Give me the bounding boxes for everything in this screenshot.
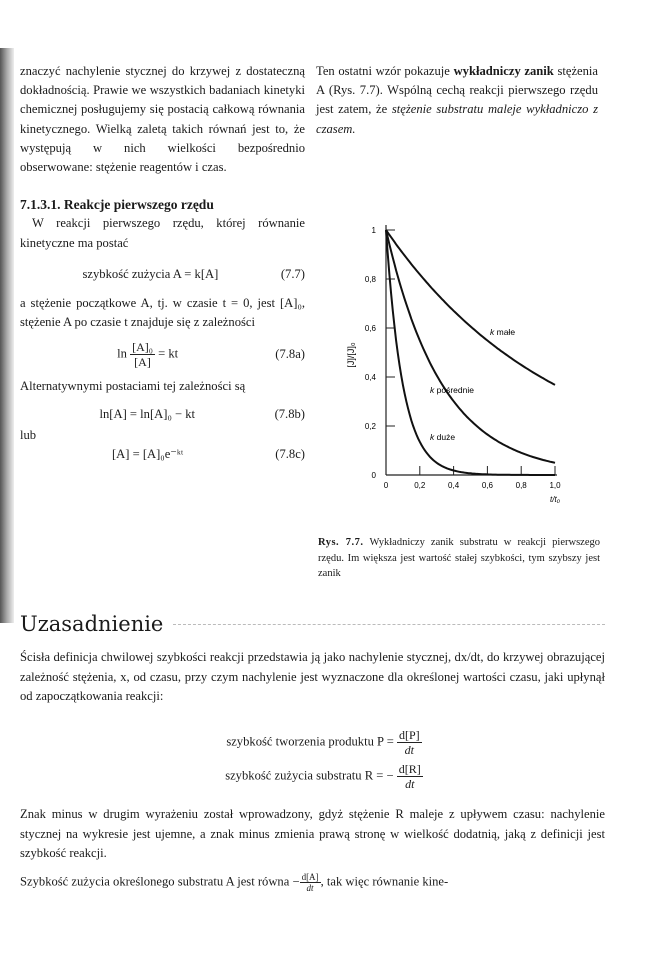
series-label-text: duże [436,432,456,442]
series-curve-1 [386,230,555,385]
equation-7-8a [20,340,305,369]
equation-7-8c [20,445,305,464]
y-tick-label: 0,2 [364,422,376,431]
equation-number: (7.7) [280,266,305,281]
italic-text: stężenie substratu maleje wykładniczo z czasem. [316,102,599,136]
denominator: dt [404,743,414,757]
k-symbol: k [430,385,437,395]
fraction [130,340,155,369]
denominator: dt [405,777,415,791]
figure-caption [318,535,600,582]
paragraph: a stężenie początkowe A, tj. w czasie t = 0, jest [A]₀, stężenie A po czasie t znajduje się z zależności [20,296,305,330]
x-tick-label: 0 [383,481,389,490]
x-tick-label: 0,8 [515,481,527,490]
fraction [300,872,321,893]
curves [386,230,555,475]
x-tick-label: 1,0 [549,481,561,490]
paragraph: znaczyć nachylenie stycznej do krzywej z dostateczną dokładnością. Prawie we wszystkich badaniach kinetyki chemicznej posługujemy się postacią całkową równania kinetycznego. Wielką zaletą takich równań jest to, że występują w nich wielkości bezpośrednio obserwowane: stężenie reagentów i czas. [20,64,305,175]
caption-label: Rys. 7.7. [318,537,364,548]
equation-body: ln[A] = ln[A]₀ − kt [99,406,196,421]
y-tick-label: 0,4 [364,373,376,382]
y-tick-label: 1 [371,226,376,235]
y-tick-label: 0,8 [364,275,376,284]
labels [346,226,561,504]
y-axis-label: [J]/[J]₀ [346,342,356,368]
equation-body [20,340,275,369]
equation-7-8b [20,405,305,424]
equation-number: (7.8c) [275,447,305,462]
equation-body: [A] = [A]₀e⁻ᵏᵗ [111,447,184,462]
paragraph: W reakcji pierwszego rzędu, której równanie kinetyczne ma postać [20,216,305,250]
axes [386,225,557,475]
formula-substrate-rate [0,762,648,791]
x-tick-label: 0,2 [414,481,426,490]
paragraph: Znak minus w drugim wyrażeniu został wprowadzony, gdyż stężenie R maleje z upływem czasu: nachylenie stycznej na wykresie jest ujemne, a znak minus zmienia prawą stronę w wielkość dodatnią, jaką z definicji jest szybkość reakcji. [20,807,605,860]
formula-lhs: szybkość tworzenia produktu P = [226,734,394,749]
text: Ten ostatni wzór pokazuje [316,64,454,78]
equation-number: (7.8a) [275,347,305,362]
decay-chart [330,215,620,515]
fraction [397,762,423,791]
numerator: d[A] [301,872,319,882]
left-column [20,62,305,472]
series-label [430,432,455,442]
k-symbol: k [430,432,437,442]
x-tick-label: 0,6 [481,481,493,490]
series-label-text: małe [496,327,516,337]
lub-text: lub [20,427,37,442]
series-label [430,385,474,395]
x-axis-label: t/t₀ [550,495,561,504]
rhs: = kt [158,346,179,361]
series-label-text: pośrednie [436,385,474,395]
scan-edge-shadow [0,48,14,623]
series-curve-3 [386,230,555,475]
series-label [490,327,515,337]
formula-product-rate [0,728,648,757]
text: , tak więc równanie kine- [320,874,449,889]
formula-lhs: szybkość zużycia substratu R = − [225,768,394,783]
y-tick-label: 0,6 [364,324,376,333]
x-tick-label: 0,4 [448,481,460,490]
equation-number: (7.8b) [274,406,305,421]
paragraph [316,62,598,139]
paragraph: Alternatywnymi postaciami tej zależności są [20,379,246,394]
caption-text: Wykładniczy zanik substratu w reakcji pierwszego rzędu. Im większa jest wartość stałej szybkości, tym szybszy jest zanik [318,537,600,579]
fraction [397,728,422,757]
numerator: d[P] [399,728,420,742]
denominator: dt [306,883,314,893]
divider [173,624,605,625]
right-column [316,62,598,139]
denominator: [A] [134,355,151,370]
section-title: Uzasadnienie [20,612,164,636]
subsection-heading: 7.1.3.1. Reakcje pierwszego rzędu [20,197,214,213]
y-tick-label: 0 [371,471,376,480]
text: stężenia A (Rys. 7.7). Wspólną cechą reakcji pierwszego rzędu jest zatem, że [316,64,599,117]
equation-body: szybkość zużycia A = k[A] [82,266,219,281]
text: Szybkość zużycia określonego substratu A jest równa − [20,874,300,889]
paragraph: Ścisła definicja chwilowej szybkości reakcji przedstawia ją jako nachylenie stycznej, dx/dt, do krzywej obrazującej zależność stężenia, x, od czasu, przy czym nachylenie jest wyznaczone dla określonej wartości czasu, jaki upłynął od zapoczątkowania reakcji: [20,650,605,703]
equation-7-7 [20,265,305,284]
numerator: [A]₀ [132,340,153,355]
paragraph [20,872,605,893]
bold-term: wykładniczy zanik [453,64,554,78]
numerator: d[R] [398,762,421,776]
k-symbol: k [490,327,497,337]
section-heading [20,612,605,636]
ln: ln [117,346,127,361]
